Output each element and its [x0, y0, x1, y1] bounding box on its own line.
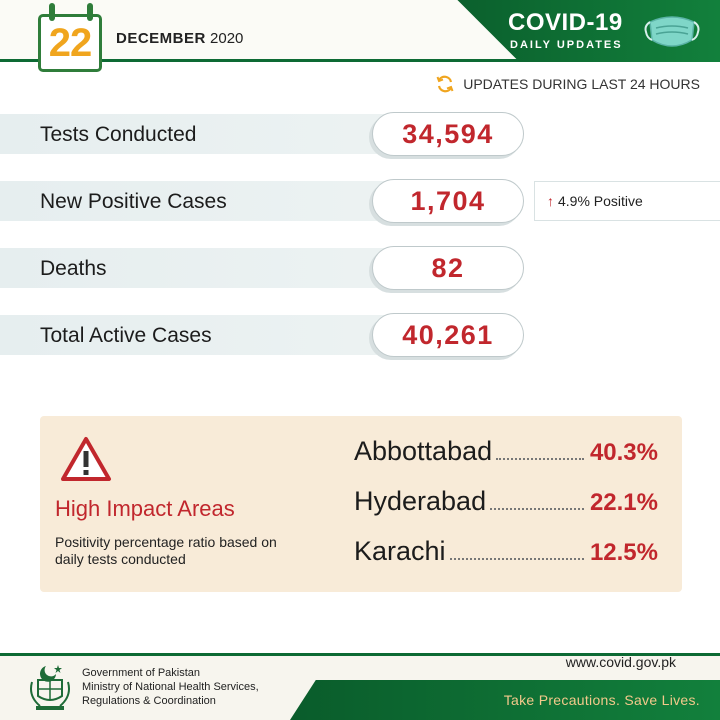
stat-row-active — [0, 315, 720, 355]
positivity-rate-text: 4.9% Positive — [558, 193, 643, 209]
face-mask-icon — [644, 12, 700, 52]
dot-leader — [450, 558, 584, 560]
updates-note — [435, 74, 700, 94]
calendar-ring — [87, 3, 93, 21]
org-line: Regulations & Coordination — [82, 695, 216, 707]
area-name: Hyderabad — [354, 486, 487, 516]
calendar-day: 22 — [48, 21, 92, 65]
stat-value: 34,594 — [372, 112, 524, 156]
emblem-icon — [28, 662, 72, 712]
stat-label: Deaths — [40, 257, 107, 280]
area-value: 22.1% — [589, 489, 658, 516]
org-line: Ministry of National Health Services, — [82, 681, 259, 693]
tagline: Take Precautions. Save Lives. — [503, 692, 700, 708]
date-label — [116, 30, 243, 47]
positivity-rate — [547, 193, 643, 209]
dot-leader — [496, 458, 584, 460]
org-line: Government of Pakistan — [82, 667, 201, 679]
stat-value: 40,261 — [372, 313, 524, 357]
website-link[interactable]: www.covid.gov.pk — [565, 654, 676, 670]
stat-value: 1,704 — [372, 179, 524, 223]
area-row — [354, 486, 658, 522]
stat-label: Total Active Cases — [40, 324, 212, 347]
impact-description: Positivity percentage ratio based on daily tests conducted — [55, 534, 277, 567]
stat-row-positive — [0, 181, 720, 221]
date-month: DECEMBER — [116, 30, 206, 47]
stat-row-deaths — [0, 248, 720, 288]
high-impact-card — [40, 416, 682, 592]
page-title: COVID-19 — [508, 9, 623, 36]
calendar-icon — [38, 14, 102, 72]
area-name: Abbottabad — [354, 436, 493, 466]
warning-icon — [60, 436, 112, 482]
positivity-box — [534, 181, 720, 221]
stat-value: 82 — [372, 246, 524, 290]
updates-note-text: UPDATES DURING LAST 24 HOURS — [463, 76, 700, 92]
area-value: 12.5% — [589, 539, 658, 566]
refresh-icon — [435, 74, 455, 94]
calendar-ring — [49, 3, 55, 21]
page-subtitle: DAILY UPDATES — [510, 39, 623, 51]
area-value: 40.3% — [589, 439, 658, 466]
area-row — [354, 536, 658, 572]
area-row — [354, 436, 658, 472]
stat-label: New Positive Cases — [40, 190, 227, 213]
arrow-up-icon: ↑ — [547, 193, 554, 209]
impact-title: High Impact Areas — [55, 496, 235, 521]
date-year: 2020 — [210, 30, 244, 47]
dot-leader — [490, 508, 584, 510]
stat-row-tests — [0, 114, 720, 154]
area-name: Karachi — [354, 536, 446, 566]
government-info — [82, 666, 259, 708]
stat-label: Tests Conducted — [40, 123, 197, 146]
